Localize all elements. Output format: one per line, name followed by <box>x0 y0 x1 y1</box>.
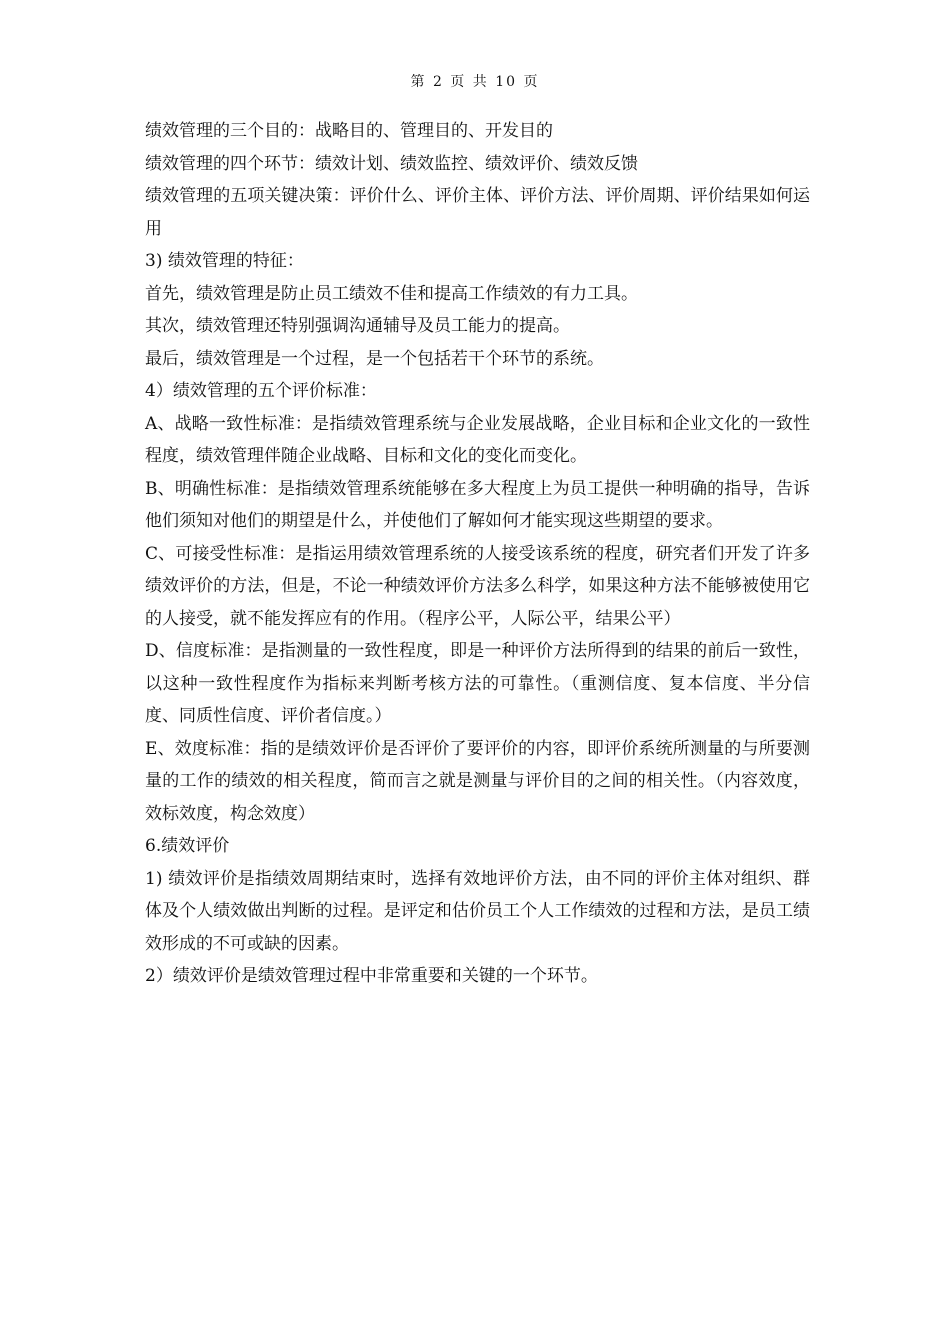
paragraph-standard-a: A、战略一致性标准：是指绩效管理系统与企业发展战略，企业目标和企业文化的一致性程度，绩效管理伴随企业战略、目标和文化的变化而变化。 <box>145 413 810 466</box>
paragraph-stages: 绩效管理的四个环节：绩效计划、绩效监控、绩效评价、绩效反馈 <box>145 153 638 174</box>
section-heading-features: 3) 绩效管理的特征： <box>145 251 304 271</box>
section-heading-standards: 4）绩效管理的五个评价标准： <box>145 381 377 401</box>
paragraph-last: 最后，绩效管理是一个过程，是一个包括若干个环节的系统。 <box>145 348 604 369</box>
paragraph-decisions: 绩效管理的五项关键决策：评价什么、评价主体、评价方法、评价周期、评价结果如何运用 <box>145 186 810 239</box>
paragraph-evaluation-2: 2）绩效评价是绩效管理过程中非常重要和关键的一个环节。 <box>145 966 598 986</box>
paragraph-standard-c: C、可接受性标准：是指运用绩效管理系统的人接受该系统的程度，研究者们开发了许多绩效评价的方法，但是，不论一种绩效评价方法多么科学，如果这种方法不能够被使用它的人接受，就不能发挥应有的作用。（程序公平，人际公平，结果公平） <box>145 543 810 629</box>
paragraph-second: 其次，绩效管理还特别强调沟通辅导及员工能力的提高。 <box>145 316 570 336</box>
paragraph-purposes: 绩效管理的三个目的：战略目的、管理目的、开发目的 <box>145 121 553 141</box>
page-number-label: 第 2 页 共 10 页 <box>410 74 540 90</box>
paragraph-standard-b: B、明确性标准：是指绩效管理系统能够在多大程度上为员工提供一种明确的指导，告诉他们须知对他们的期望是什么，并使他们了解如何才能实现这些期望的要求。 <box>145 478 810 531</box>
paragraph-evaluation-1: 1) 绩效评价是指绩效周期结束时，选择有效地评价方法，由不同的评价主体对组织、群体及个人绩效做出判断的过程。是评定和估价员工个人工作绩效的过程和方法，是员工绩效形成的不可或缺的因素。 <box>145 868 810 954</box>
paragraph-first: 首先，绩效管理是防止员工绩效不佳和提高工作绩效的有力工具。 <box>145 283 638 304</box>
section-heading-evaluation: 6.绩效评价 <box>145 836 230 856</box>
paragraph-standard-d: D、信度标准：是指测量的一致性程度，即是一种评价方法所得到的结果的前后一致性，以这种一致性程度作为指标来判断考核方法的可靠性。（重测信度、复本信度、半分信度、同质性信度、评价者信度。） <box>145 641 810 726</box>
paragraph-standard-e: E、效度标准：指的是绩效评价是否评价了要评价的内容，即评价系统所测量的与所要测量的工作的绩效的相关程度，简而言之就是测量与评价目的之间的相关性。（内容效度，效标效度，构念效度） <box>145 738 810 824</box>
page-header <box>0 71 950 91</box>
document-body <box>145 115 810 993</box>
